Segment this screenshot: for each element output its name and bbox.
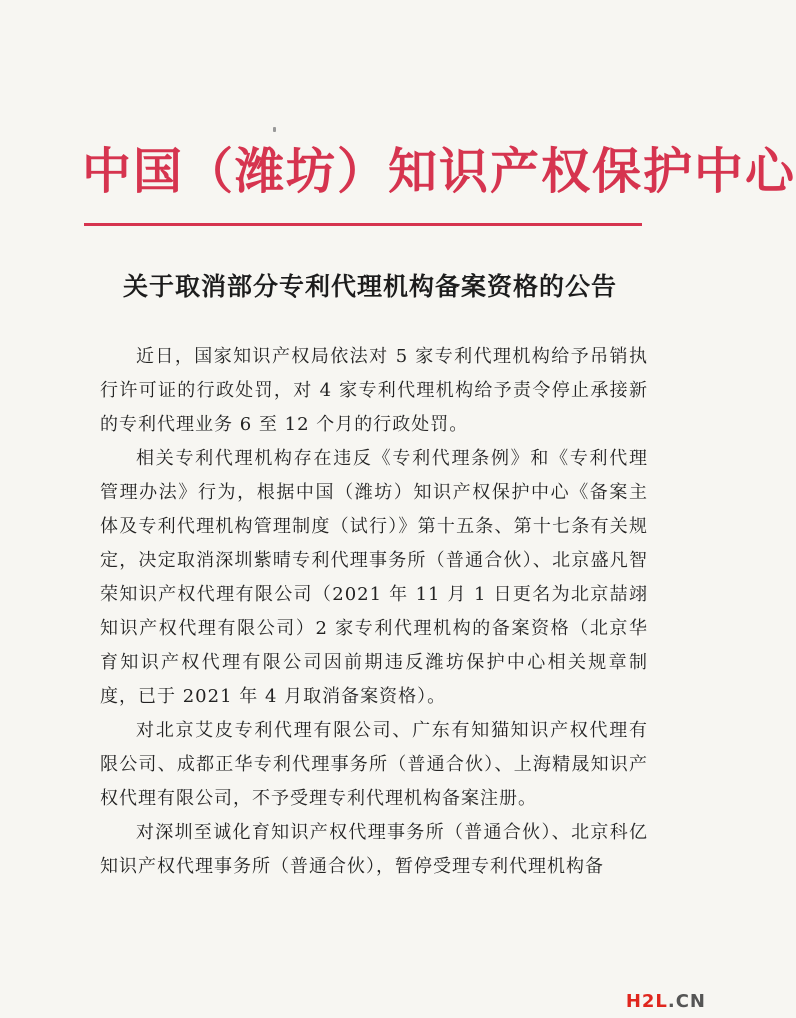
site-watermark	[626, 991, 706, 1012]
paragraph: 对北京艾皮专利代理有限公司、广东有知猫知识产权代理有限公司、成都正华专利代理事务所（普通合伙）、上海精晟知识产权代理有限公司，不予受理专利代理机构备案注册。	[100, 720, 648, 809]
org-header-title: 中国（潍坊）知识产权保护中心	[82, 143, 796, 200]
document-title: 关于取消部分专利代理机构备案资格的公告	[122, 272, 617, 301]
document-body	[100, 340, 648, 884]
watermark-brand: H2L	[625, 991, 668, 1012]
scan-speck	[273, 127, 276, 132]
header-divider	[84, 223, 642, 226]
paragraph: 相关专利代理机构存在违反《专利代理条例》和《专利代理管理办法》行为，根据中国（潍坊）知识产权保护中心《备案主体及专利代理机构管理制度（试行）》第十五条、第十七条有关规定，决定取消深圳紫晴专利代理事务所（普通合伙）、北京盛凡智荣知识产权代理有限公司（2021 年 11 月 1 日更名为北京喆翊知识产权代理有限公司）2 家专利代理机构的备案资格（北京华育知识产权代理有限公司因前期违反潍坊保护中心相关规章制度，已于 2021 年 4 月取消备案资格）。	[100, 448, 648, 707]
paragraph: 对深圳至诚化育知识产权代理事务所（普通合伙）、北京科亿知识产权代理事务所（普通合伙），暂停受理专利代理机构备	[100, 822, 648, 877]
paragraph: 近日，国家知识产权局依法对 5 家专利代理机构给予吊销执行许可证的行政处罚，对 4 家专利代理机构给予责令停止承接新的专利代理业务 6 至 12 个月的行政处罚。	[100, 346, 648, 435]
watermark-suffix: .CN	[667, 991, 706, 1012]
